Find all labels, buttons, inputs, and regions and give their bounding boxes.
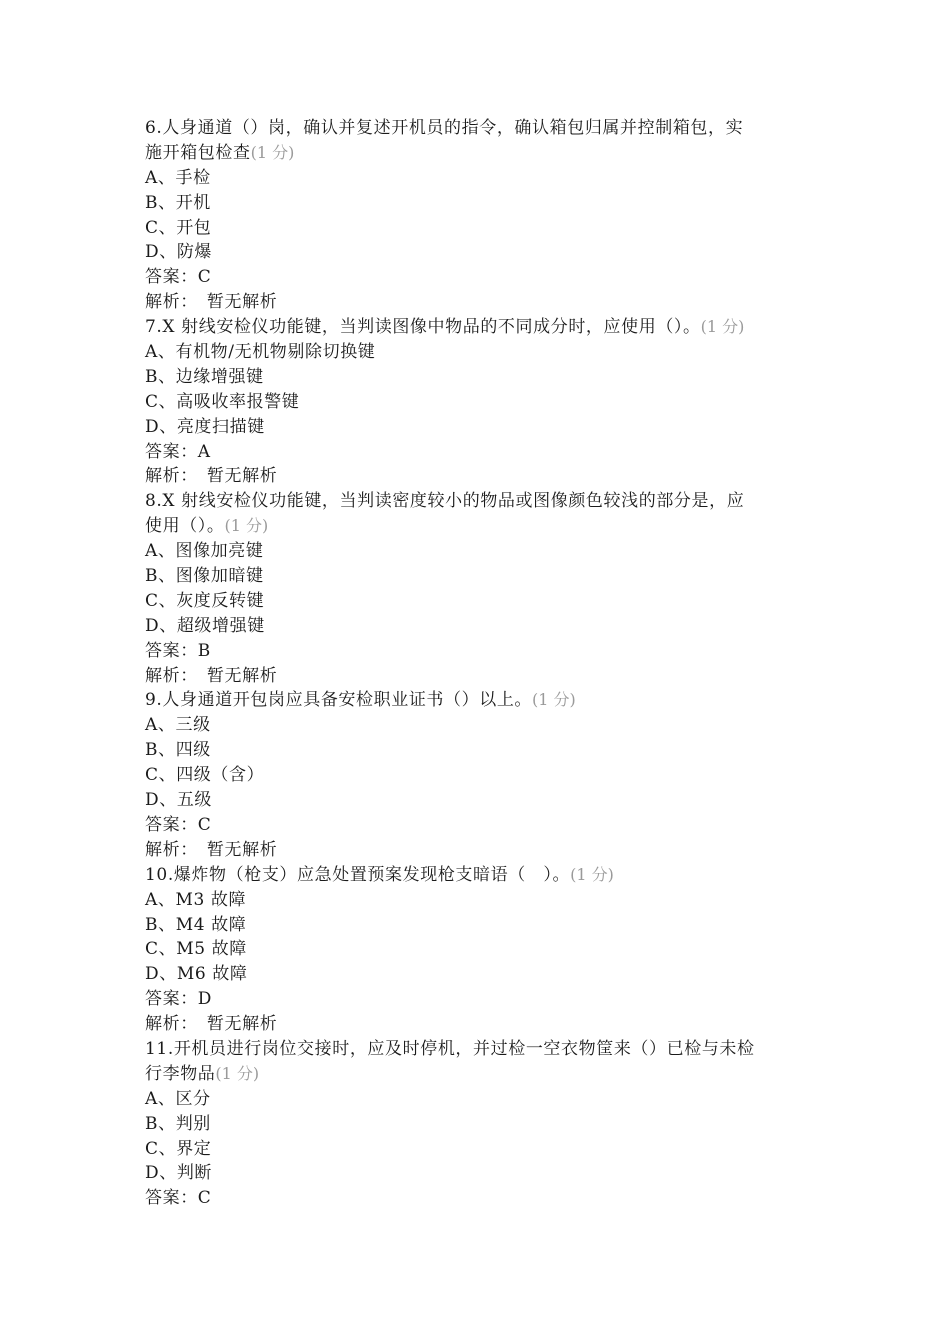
analysis-line: 解析： 暂无解析 [145, 1014, 278, 1035]
answer-line: 答案：C [145, 814, 212, 835]
question-stem-line [145, 863, 815, 888]
option-item: A、M3 故障 [145, 889, 247, 910]
question-score: (1 分) [224, 516, 269, 536]
option-item: D、M6 故障 [145, 964, 248, 985]
option-item: A、有机物/无机物剔除切换键 [145, 342, 376, 363]
option-item: C、M5 故障 [145, 939, 247, 960]
question-stem-line [145, 688, 815, 713]
question-stem-line [145, 489, 815, 514]
question-block [145, 116, 815, 315]
question-stem-line [145, 141, 815, 166]
question-block [145, 688, 815, 862]
option-item: D、五级 [145, 790, 213, 811]
question-stem-line [145, 1062, 815, 1087]
option-item: C、灰度反转键 [145, 590, 265, 611]
option-item: B、边缘增强键 [145, 366, 264, 387]
question-stem-text: 行李物品 [145, 1063, 216, 1084]
answer-line: 答案：C [145, 267, 212, 288]
question-block [145, 315, 815, 489]
question-list [145, 116, 815, 1211]
answer-line: 答案：D [145, 989, 213, 1010]
question-stem-line [145, 1037, 815, 1062]
option-item: A、三级 [145, 715, 211, 736]
question-stem-text: 9.人身通道开包岗应具备安检职业证书（）以上。 [145, 690, 533, 711]
option-item: D、判断 [145, 1163, 213, 1184]
question-score: (1 分) [570, 864, 614, 884]
option-item: C、开包 [145, 217, 212, 238]
analysis-line: 解析： 暂无解析 [145, 839, 278, 860]
question-stem-text: 11.开机员进行岗位交接时，应及时停机，并过检一空衣物筐来（）已检与未检 [145, 1038, 755, 1059]
option-item: B、开机 [145, 192, 211, 213]
option-item: A、图像加亮键 [145, 541, 264, 562]
analysis-line: 解析： 暂无解析 [145, 292, 278, 313]
question-stem-line [145, 315, 815, 340]
option-item: D、防爆 [145, 242, 213, 263]
question-stem-text: 施开箱包检查 [145, 142, 251, 163]
option-item: B、四级 [145, 740, 211, 761]
question-stem-text: 7.X 射线安检仪功能键，当判读图像中物品的不同成分时，应使用（）。 [145, 317, 701, 338]
question-score: (1 分) [215, 1063, 260, 1083]
question-stem-text: 8.X 射线安检仪功能键，当判读密度较小的物品或图像颜色较浅的部分是，应 [145, 491, 745, 512]
question-stem-text: 10.爆炸物（枪支）应急处置预案发现枪支暗语（ ）。 [145, 864, 571, 885]
option-item: C、界定 [145, 1138, 212, 1159]
option-item: D、超级增强键 [145, 615, 265, 636]
analysis-line: 解析： 暂无解析 [145, 665, 278, 686]
question-stem-line [145, 116, 815, 141]
question-score: (1 分) [700, 317, 745, 337]
answer-line: 答案：A [145, 441, 211, 462]
option-item: C、高吸收率报警键 [145, 391, 300, 412]
question-block [145, 863, 815, 1037]
answer-line: 答案：C [145, 1188, 212, 1209]
answer-line: 答案：B [145, 640, 211, 661]
question-block [145, 1037, 815, 1211]
question-score: (1 分) [250, 142, 295, 162]
question-block [145, 489, 815, 688]
option-item: D、亮度扫描键 [145, 416, 265, 437]
option-item: A、区分 [145, 1088, 211, 1109]
option-item: B、图像加暗键 [145, 566, 264, 587]
option-item: C、四级（含） [145, 765, 265, 786]
analysis-line: 解析： 暂无解析 [145, 466, 278, 487]
option-item: B、判别 [145, 1113, 211, 1134]
option-item: A、手检 [145, 167, 211, 188]
question-score: (1 分) [532, 690, 576, 710]
question-stem-line [145, 514, 815, 539]
option-item: B、M4 故障 [145, 914, 247, 935]
question-stem-text: 6.人身通道（）岗，确认并复述开机员的指令，确认箱包归属并控制箱包，实 [145, 118, 744, 138]
question-stem-text: 使用（）。 [145, 516, 225, 537]
